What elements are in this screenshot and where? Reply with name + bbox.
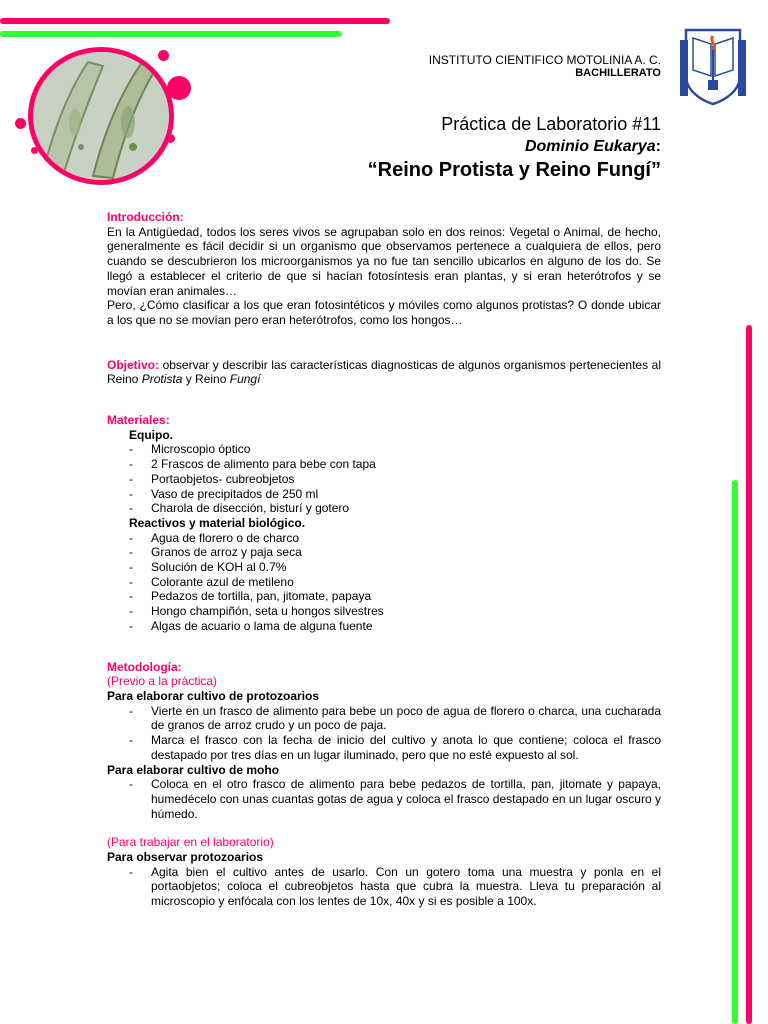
list-item: - Microscopio óptico: [107, 442, 661, 457]
reagents-heading: Reactivos y material biológico.: [129, 515, 306, 530]
list-item: - Hongo champiñón, seta u hongos silvestres: [107, 604, 661, 619]
top-green-line: [0, 31, 342, 37]
decorative-dot: [158, 50, 169, 61]
equipment-list: [107, 442, 661, 516]
mold-culture-heading: Para elaborar cultivo de moho: [107, 762, 280, 777]
list-item: - Solución de KOH al 0.7%: [107, 560, 661, 575]
institution-name: INSTITUTO CIENTIFICO MOTOLINIA A. C.: [428, 53, 661, 67]
objective-paragraph: [107, 358, 661, 387]
microscope-image: [28, 47, 174, 185]
list-item: - Granos de arroz y paja seca: [107, 545, 661, 560]
objective-italic-protista: Protista: [141, 372, 183, 387]
topic-title: “Reino Protista y Reino Fungí”: [367, 159, 661, 181]
intro-paragraph: En la Antigüedad, todos los seres vivos se agrupaban solo en dos reinos: Vegetal o Animal, de hecho, generalmente es fácil decidir si un organismo que observamos pertenece a cualquiera de ellos, pero cuando se descubrieron los microorganismos ya no fue tan sencillo ubicarlos en alguno de los do. Se llegó a establecer el criterio de que si hacían fotosíntesis eran plantas, y si eran heterótrofos y se movían eran animales…: [107, 224, 661, 298]
lab-note: (Para trabajar en el laboratorio): [107, 835, 274, 850]
observe-steps: [107, 865, 661, 909]
list-item: - Agua de florero o de charco: [107, 531, 661, 546]
list-item: - Portaobjetos- cubreobjetos: [107, 472, 661, 487]
domain-name: Dominio Eukarya: [524, 138, 656, 155]
reagents-list: [107, 531, 661, 634]
protozoa-culture-heading: Para elaborar cultivo de protozoarios: [107, 688, 320, 703]
list-item: - Agita bien el cultivo antes de usarlo. Con un gotero toma una muestra y ponla en el portaobjetos; coloca el cubreobjetos hasta que cubra la muestra. Lleva tu preparación al microscopio y enfócala con los lentes de 10x, 40x y si es posible a 100x.: [107, 865, 661, 909]
list-item: - Vierte en un frasco de alimento para bebe un poco de agua de florero o charca, una cucharada de granos de arroz crudo y un poco de paja.: [107, 704, 661, 733]
decorative-dot: [31, 147, 38, 154]
intro-heading: Introducción:: [107, 210, 184, 224]
list-item: - Marca el frasco con la fecha de inicio del cultivo y anota lo que contiene; coloca el frasco destapado por tres días en un lugar iluminado, pero que no esté expuesto al sol.: [107, 733, 661, 762]
school-level: BACHILLERATO: [575, 67, 661, 79]
list-item: - Charola de disección, bisturí y gotero: [107, 501, 661, 516]
observe-protozoa-heading: Para observar protozoarios: [107, 850, 264, 865]
right-green-line: [732, 480, 738, 1024]
equipment-heading: Equipo.: [129, 427, 173, 442]
domain-title: [525, 138, 661, 156]
domain-colon: :: [655, 138, 661, 155]
protozoa-culture-steps: [107, 704, 661, 763]
objective-text: y Reino: [182, 372, 230, 387]
decorative-dot: [15, 118, 26, 129]
school-logo: [676, 24, 750, 106]
list-item: - Vaso de precipitados de 250 ml: [107, 487, 661, 502]
mold-culture-steps: [107, 777, 661, 821]
pre-practice-note: (Previo a la práctica): [107, 674, 218, 689]
list-item: - Coloca en el otro frasco de alimento para bebe pedazos de tortilla, pan, jitomate y papaya, humedécelo con unas cuantas gotas de agua y coloca el frasco destapado en un lugar oscuro y húmedo.: [107, 777, 661, 821]
list-item: - Algas de acuario o lama de alguna fuente: [107, 619, 661, 634]
practice-title: Práctica de Laboratorio #11: [441, 114, 661, 134]
objective-italic-fungi: Fungí: [229, 372, 261, 387]
list-item: - Colorante azul de metileno: [107, 575, 661, 590]
top-pink-line: [0, 18, 390, 24]
objective-text: observar y describir las características diagnosticas de algunos organismos pertenecientes al Reino: [107, 357, 661, 387]
decorative-dot: [167, 76, 191, 100]
materials-heading: Materiales:: [107, 413, 170, 428]
intro-paragraph: Pero, ¿Cómo clasificar a los que eran fotosintéticos y móviles como algunos protistas? O donde ubicar a los que no se movían pero eran heterótrofos, como los hongos…: [107, 298, 661, 327]
right-pink-line: [746, 325, 752, 1024]
methodology-heading: Metodología:: [107, 659, 182, 674]
document-body: [107, 210, 661, 909]
list-item: - Pedazos de tortilla, pan, jitomate, papaya: [107, 589, 661, 604]
list-item: - 2 Frascos de alimento para bebe con tapa: [107, 457, 661, 472]
objective-heading: Objetivo:: [107, 357, 160, 372]
decorative-dot: [166, 134, 175, 143]
